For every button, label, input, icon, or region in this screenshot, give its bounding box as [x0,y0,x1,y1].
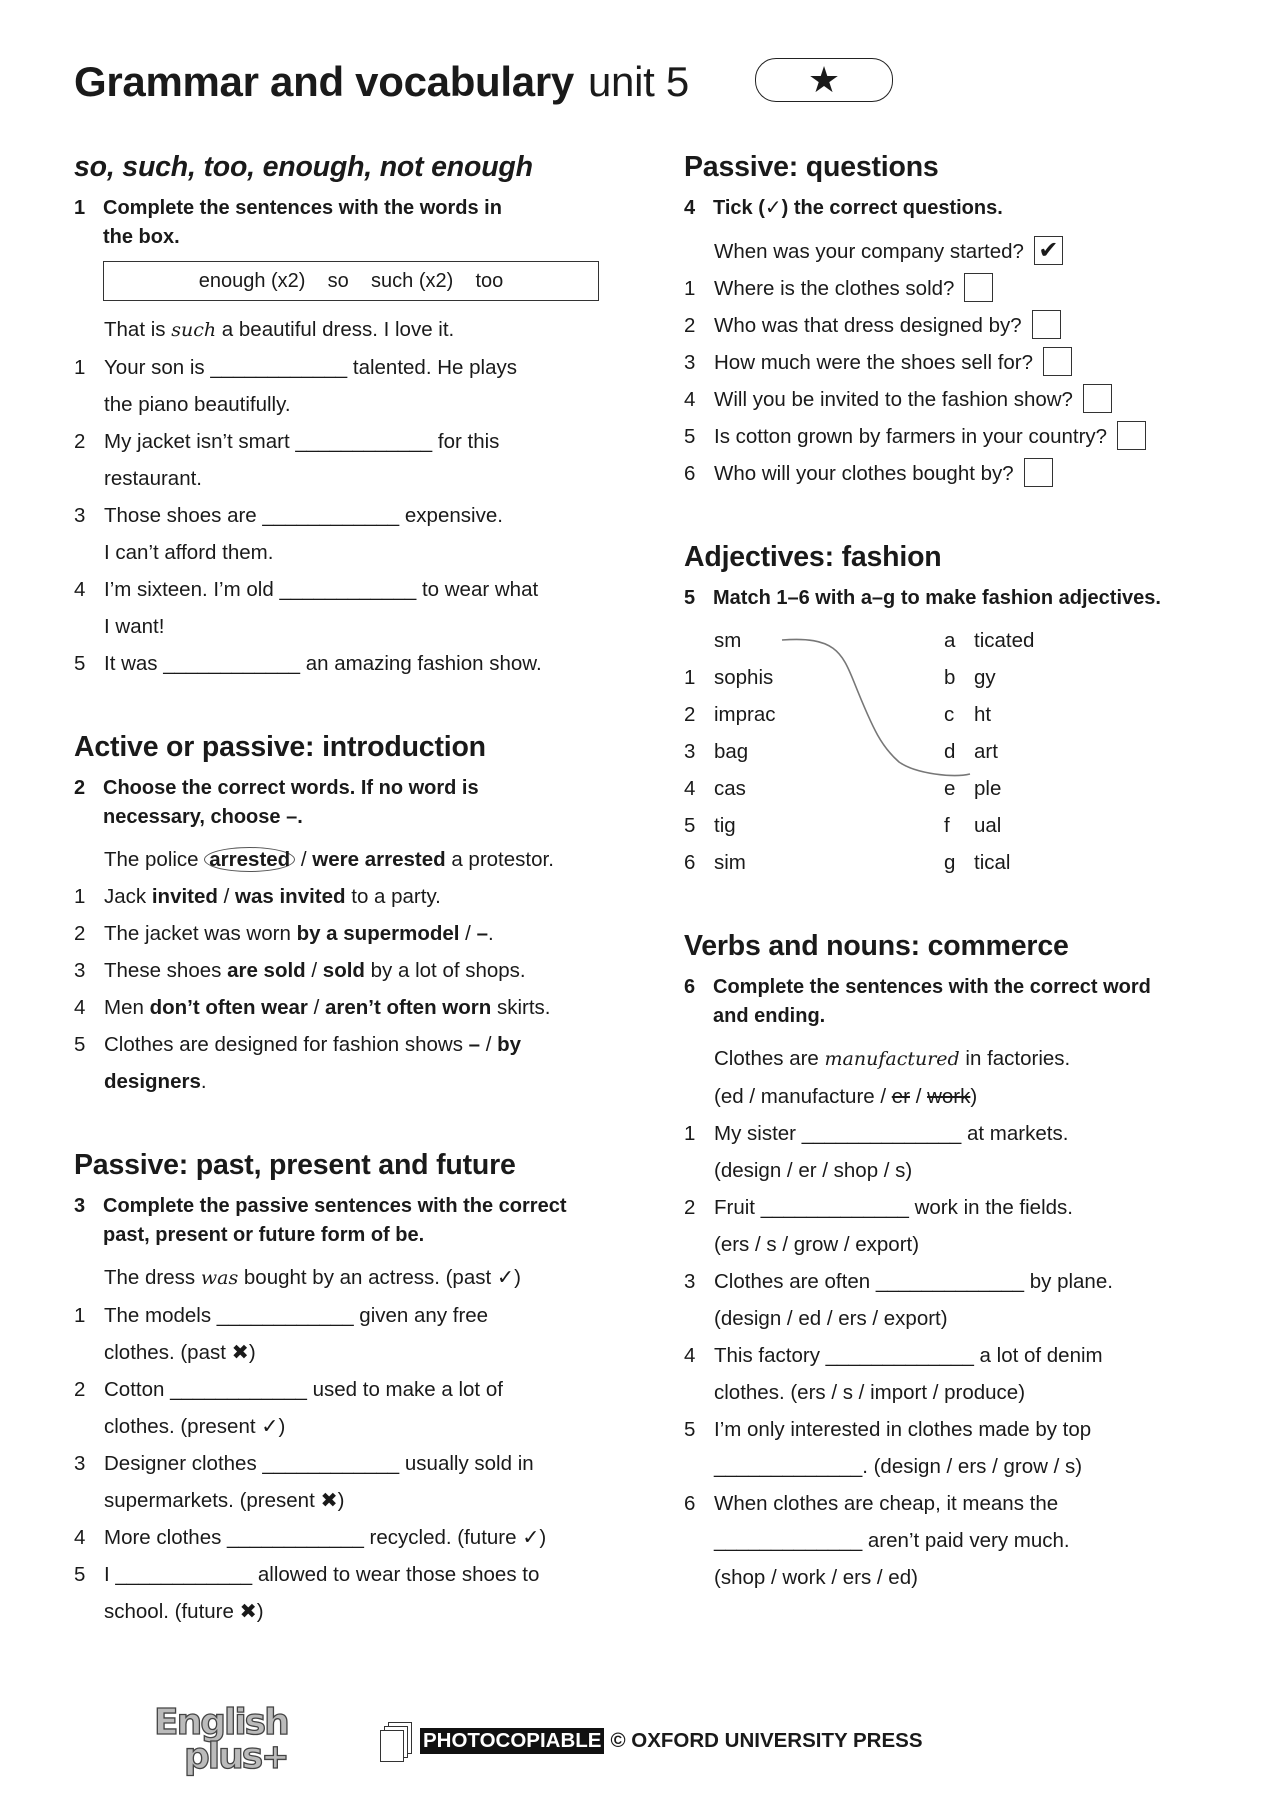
exercise-4-example: When was your company started? ✔ [684,233,1224,270]
exercise-6-instruction: 6 Complete the sentences with the correct word and ending. [684,976,1151,1027]
exercise-1-instruction: 1 Complete the sentences with the words in the box. [74,197,502,248]
publisher-label: © OXFORD UNIVERSITY PRESS [610,1729,923,1752]
circled-answer: arrested [204,847,295,872]
star-icon: ★ [807,59,841,100]
match-row: 6 sim g tical [684,851,1011,874]
list-item: 2 Fruit _____________ work in the fields. (ers / s / grow / export) [684,1196,1073,1256]
right-column [684,148,1224,1596]
section-heading-adjectives: Adjectives: fashion [684,540,942,573]
list-item: 3 Clothes are often _____________ by plane. (design / ed / ers / export) [684,1270,1113,1330]
list-item: 3 How much were the shoes sell for? [684,344,1224,381]
match-row: 5 tig f ual [684,814,1002,837]
exercise-2-example: The police arrested / were arrested a protestor. [104,848,554,871]
list-item: 5 Clothes are designed for fashion shows – / by designers. [74,1033,522,1093]
handwritten-answer: manufactured [824,1048,960,1070]
list-item: 2 Who was that dress designed by? [684,307,1224,344]
copyright-notice [380,1722,923,1760]
answer-checkbox[interactable] [1117,421,1146,450]
left-column [74,148,634,1630]
list-item: 6 Who will your clothes bought by? [684,455,1224,492]
list-item: 1 The models ____________ given any free clothes. (past ✖) [74,1304,489,1364]
list-item: 6 When clothes are cheap, it means the _____________ aren’t paid very much. (shop / work / ers / ed) [684,1492,1070,1589]
exercise-3-instruction: 3 Complete the passive sentences with the correct past, present or future form of be. [74,1195,567,1246]
list-item: 2 Cotton ____________ used to make a lot of clothes. (present ✓) [74,1378,503,1438]
list-item: 4 This factory _____________ a lot of denim clothes. (ers / s / import / produce) [684,1344,1103,1404]
list-item: 2 My jacket isn’t smart ____________ for this restaurant. [74,430,500,490]
cross-icon: ✖ [231,1341,249,1364]
level-badge [755,58,893,102]
cross-icon: ✖ [239,1600,257,1623]
cross-icon: ✖ [320,1489,338,1512]
section-heading-active-passive: Active or passive: introduction [74,731,486,763]
list-item: 3 These shoes are sold / sold by a lot of shops. [74,959,526,982]
tick-icon: ✓ [261,1415,279,1438]
tick-icon: ✓ [764,197,782,219]
answer-checkbox[interactable] [1024,458,1053,487]
matching-list [684,622,1224,881]
match-row: 3 bag d art [684,740,998,763]
match-row: 1 sophis b gy [684,666,996,689]
checked-checkbox[interactable]: ✔ [1034,236,1063,265]
list-item: 5 I’m only interested in clothes made by top _____________. (design / ers / grow / s) [684,1418,1092,1478]
english-plus-logo: English plus+ [154,1702,288,1777]
match-row: sm a ticated [714,629,1035,652]
section-heading-commerce: Verbs and nouns: commerce [684,930,1069,962]
tick-icon: ✓ [496,1266,515,1289]
handwritten-answer: was [200,1267,239,1289]
section-heading-passive-tenses: Passive: past, present and future [74,1149,516,1181]
section-heading-so-such: so, such, too, enough, not enough [74,151,533,183]
match-line [684,622,1224,882]
word-box: enough (x2) so such (x2) too [103,261,599,301]
list-item: 1 Your son is ____________ talented. He plays the piano beautifully. [74,356,517,416]
match-row: 2 imprac c ht [684,703,992,726]
answer-checkbox[interactable] [964,273,993,302]
list-item: 3 Designer clothes ____________ usually sold in supermarkets. (present ✖) [74,1452,534,1512]
list-item: 5 Is cotton grown by farmers in your country? [684,418,1224,455]
photocopiable-label: PHOTOCOPIABLE [420,1728,604,1754]
exercise-4-instruction: 4 Tick (✓) the correct questions. [684,197,1003,219]
list-item: 1 My sister ______________ at markets. (design / er / shop / s) [684,1122,1069,1182]
page-title: Grammar and vocabulary unit 5 [74,58,689,105]
list-item: 4 I’m sixteen. I’m old ____________ to wear what I want! [74,578,539,638]
list-item: 5 It was ____________ an amazing fashion show. [74,652,542,675]
match-row: 4 cas e ple [684,777,1002,800]
answer-checkbox[interactable] [1032,310,1061,339]
list-item: 3 Those shoes are ____________ expensive. I can’t afford them. [74,504,503,564]
photocopy-icon [380,1722,410,1760]
exercise-5-instruction: 5 Match 1–6 with a–g to make fashion adjectives. [684,586,1161,609]
list-item: 2 The jacket was worn by a supermodel / –. [74,922,494,945]
list-item: 4 More clothes ____________ recycled. (future ✓) [74,1526,547,1549]
list-item: 1 Jack invited / was invited to a party. [74,885,441,908]
exercise-6-example-hint: (ed / manufacture / er / work) [714,1085,978,1108]
exercise-1-example: That is such a beautiful dress. I love it. [104,318,455,341]
exercise-6-example: Clothes are manufactured in factories. [714,1047,1071,1070]
list-item: 4 Men don’t often wear / aren’t often worn skirts. [74,996,551,1019]
unit-label: unit 5 [587,58,689,105]
list-item: 4 Will you be invited to the fashion show? [684,381,1224,418]
list-item: 1 Where is the clothes sold? [684,270,1224,307]
section-heading-passive-questions: Passive: questions [684,151,939,183]
tick-icon: ✓ [522,1526,540,1549]
answer-checkbox[interactable] [1083,384,1112,413]
handwritten-answer: such [171,319,217,341]
exercise-2-instruction: 2 Choose the correct words. If no word is necessary, choose –. [74,777,479,828]
exercise-3-example: The dress was bought by an actress. (past ✓) [104,1266,521,1289]
answer-checkbox[interactable] [1043,347,1072,376]
list-item: 5 I ____________ allowed to wear those shoes to school. (future ✖) [74,1563,540,1623]
